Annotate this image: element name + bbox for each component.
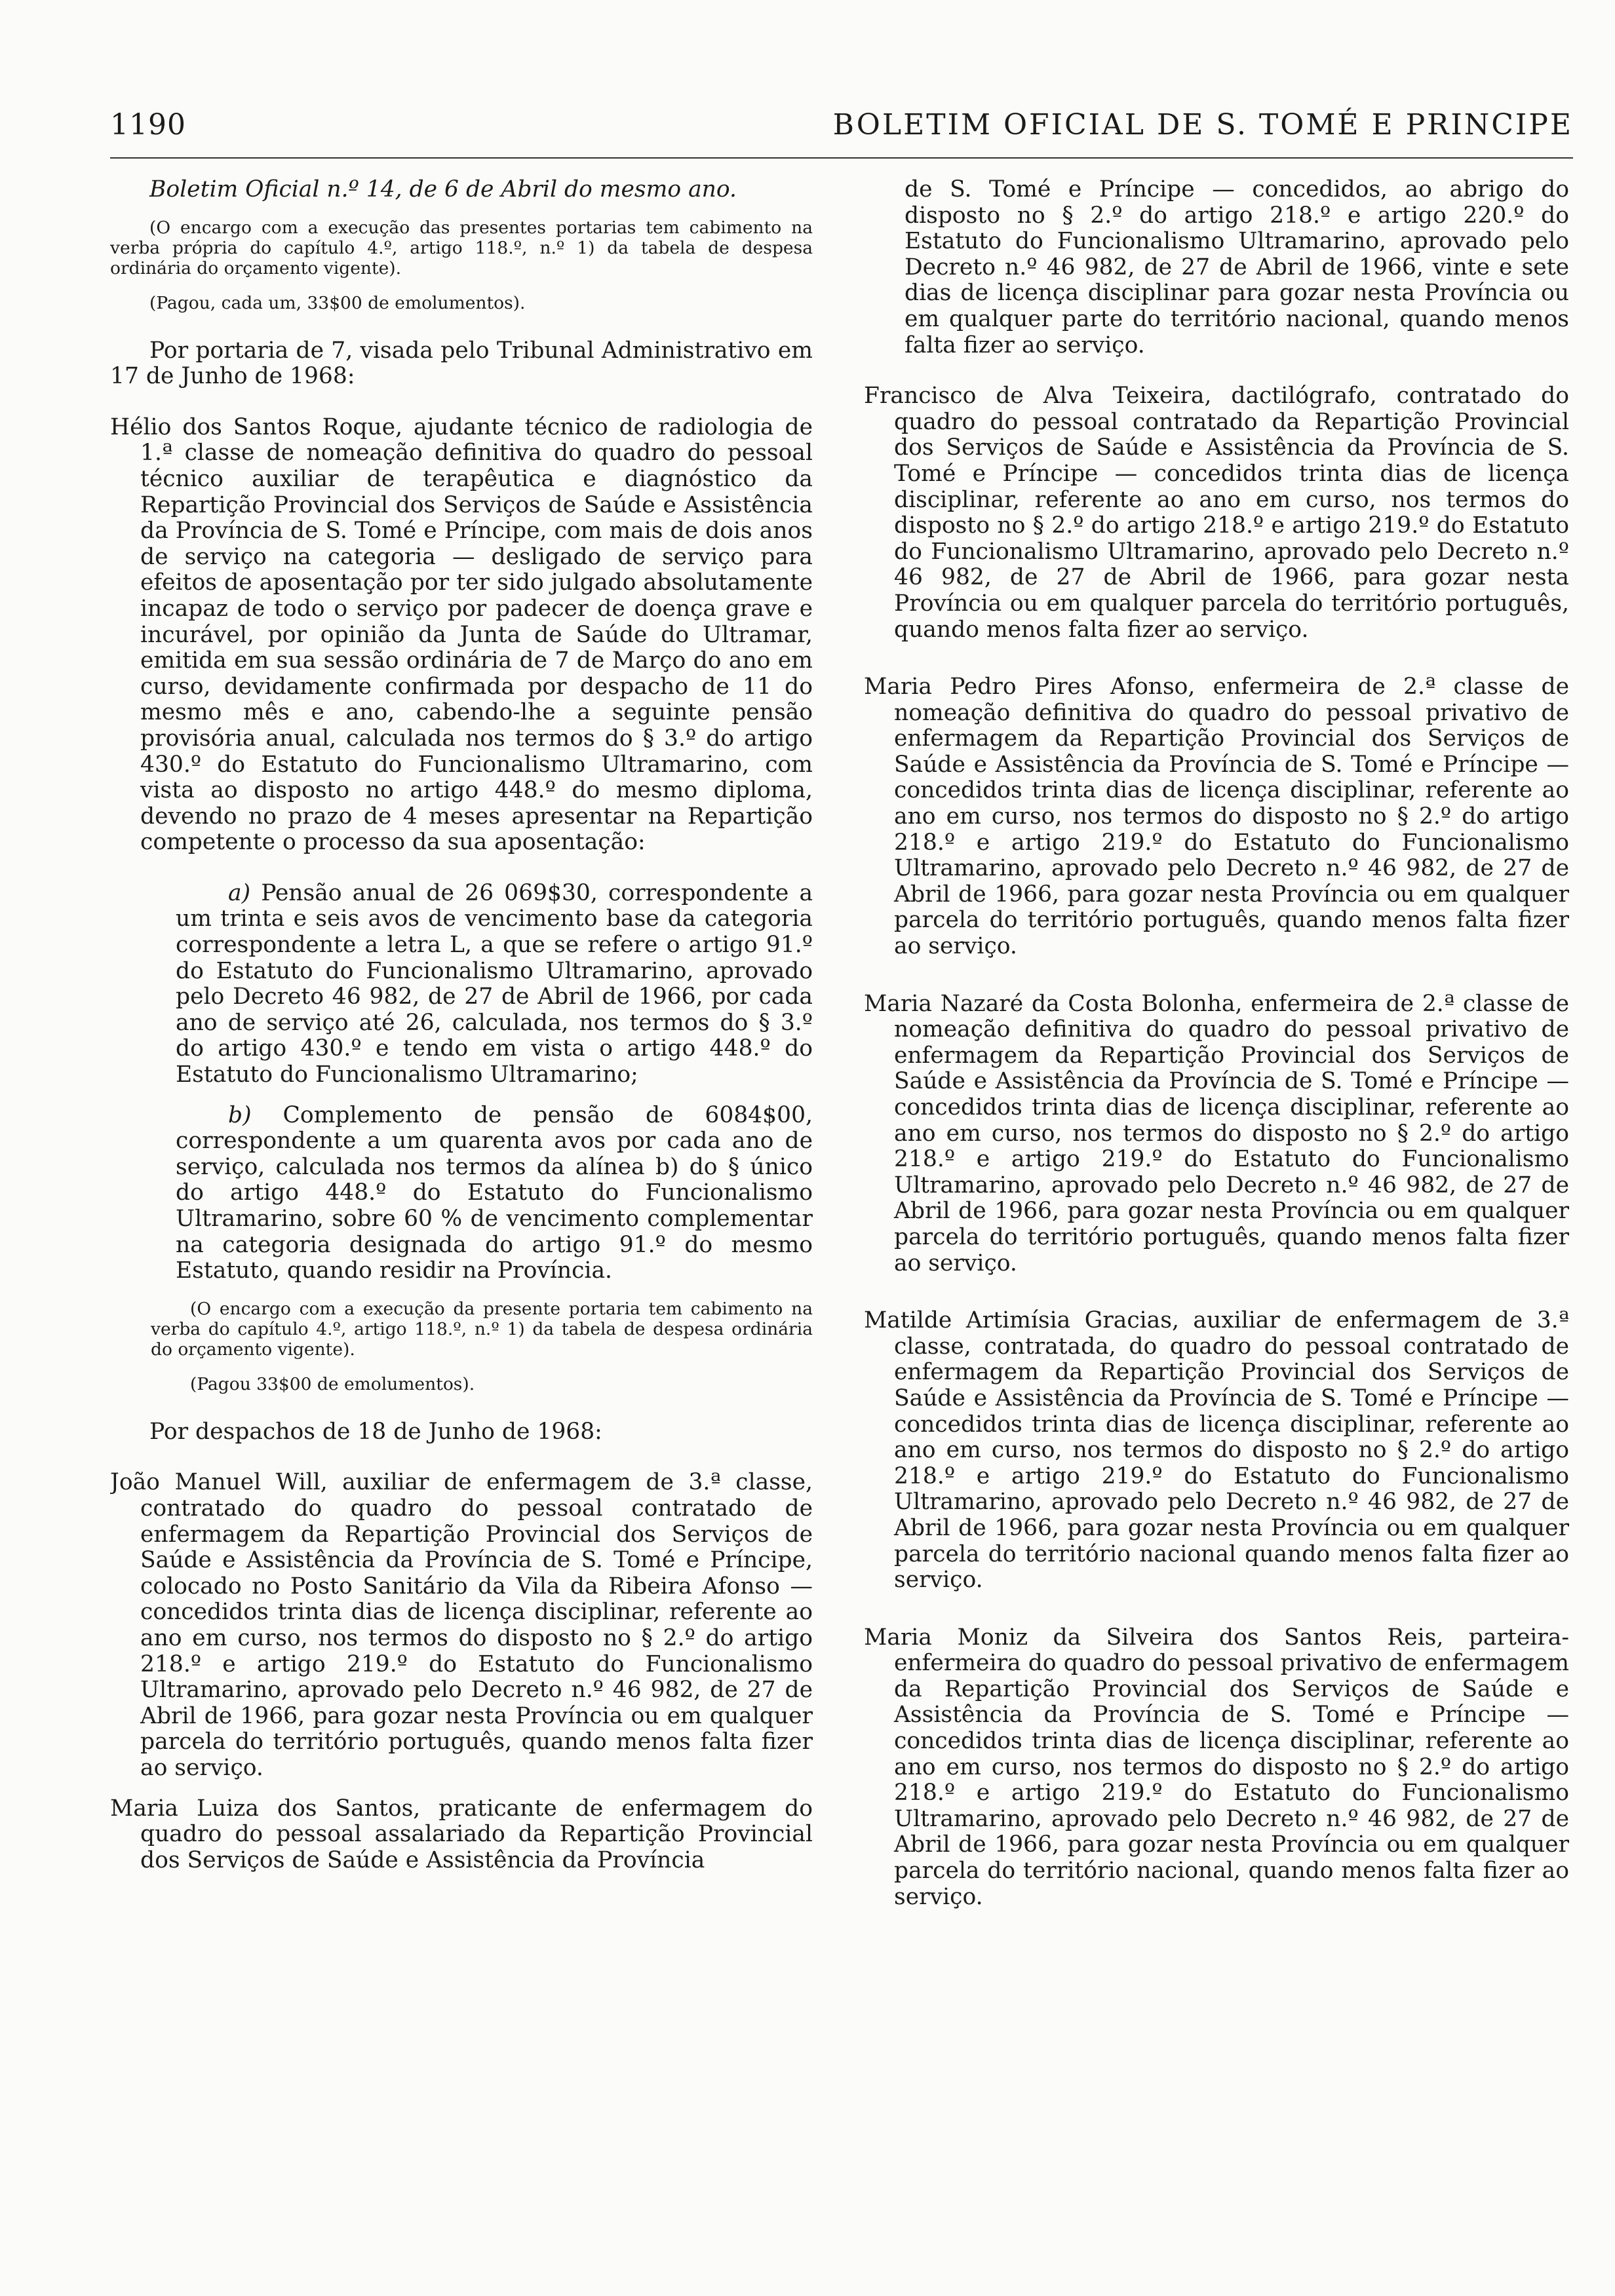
entry-luiza: Maria Luiza dos Santos, praticante de enfermagem do quadro do pessoal assalariado da Repartição Provincial dos Serviços de Saúde e Assistência da Província bbox=[110, 1795, 813, 1873]
entry-maria-moniz: Maria Moniz da Silveira dos Santos Reis, parteira-enfermeira do quadro do pessoal privativo de enfermagem da Repartição Provincial dos Serviços de Saúde e Assistência da Província de S. Tomé e Príncipe — concedidos trinta dias de licença disciplinar, referente ao ano em curso, nos termos do disposto no § 2.º do artigo 218.º e artigo 219.º do Estatuto do Funcionalismo Ultramarino, aprovado pelo Decreto n.º 46 982, de 27 de Abril de 1966, para gozar nesta Província ou em qualquer parcela do território nacional, quando menos falta fizer ao serviço. bbox=[864, 1624, 1569, 1910]
fee-note: (Pagou, cada um, 33$00 de emolumentos). bbox=[149, 292, 526, 313]
right-column bbox=[864, 177, 1569, 2287]
clause-a-label: a) bbox=[228, 879, 251, 906]
page-number: 1190 bbox=[110, 108, 186, 142]
reference-line: Boletim Oficial n.º 14, de 6 de Abril do mesmo ano. bbox=[149, 177, 737, 202]
entry-francisco: Francisco de Alva Teixeira, dactilógrafo, contratado do quadro do pessoal contratado da Repartição Provincial dos Serviços de Saúde e Assistência da Província de S. Tomé e Príncipe — concedidos trinta dias de licença disciplinar, referente ao ano em curso, nos termos do disposto no § 2.º do artigo 218.º e artigo 219.º do Estatuto do Funcionalismo Ultramarino, aprovado pelo Decreto n.º 46 982, de 27 de Abril de 1966, para gozar nesta Província ou em qualquer parcela do território português, quando menos falta fizer ao serviço. bbox=[864, 383, 1569, 643]
page-header bbox=[110, 108, 1573, 147]
clause-b-label: b) bbox=[228, 1101, 252, 1128]
clause-a bbox=[110, 881, 813, 1088]
header-rule bbox=[110, 157, 1573, 159]
entry-matilde: Matilde Artimísia Gracias, auxiliar de enfermagem de 3.ª classe, contratada, do quadro do pessoal contratado de enfermagem da Repartição Provincial dos Serviços de Saúde e Assistência da Província de S. Tomé e Príncipe — concedidos trinta dias de licença disciplinar, referente ao ano em curso, nos termos do disposto no § 2.º do artigo 218.º e artigo 219.º do Estatuto do Funcionalismo Ultramarino, aprovado pelo Decreto n.º 46 982, de 27 de Abril de 1966, para gozar nesta Província ou em qualquer parcela do território nacional quando menos falta fizer ao serviço. bbox=[864, 1307, 1569, 1594]
clause-b-text: Complemento de pensão de 6084$00, correspondente a um quarenta avos por cada ano de serviço, calculada nos termos da alínea b) do § único do artigo 448.º do Estatuto do Funcionalismo Ultramarino, sobre 60 % de vencimento complementar na categoria designada do artigo 91.º do mesmo Estatuto, quando residir na Província. bbox=[176, 1101, 813, 1284]
clause-b bbox=[110, 1103, 813, 1284]
fee-note-2: (Pagou 33$00 de emolumentos). bbox=[190, 1373, 475, 1394]
left-column bbox=[110, 177, 813, 2287]
entry-continuation: de S. Tomé e Príncipe — concedidos, ao abrigo do disposto no § 2.º do artigo 218.º e artigo 220.º do Estatuto do Funcionalismo Ultramarino, aprovado pelo Decreto n.º 46 982, de 27 de Abril de 1966, vinte e sete dias de licença disciplinar para gozar nesta Província ou em qualquer parte do território nacional, quando menos falta fizer ao serviço. bbox=[905, 177, 1569, 358]
cost-note-2: (O encargo com a execução da presente portaria tem cabimento na verba do capítulo 4.º, artigo 118.º, n.º 1) da tabela de despesa ordinária do orçamento vigente). bbox=[151, 1298, 813, 1360]
cost-note: (O encargo com a execução das presentes portarias tem cabimento na verba própria do capítulo 4.º, artigo 118.º, n.º 1) da tabela de despesa ordinária do orçamento vigente). bbox=[110, 217, 813, 278]
section-intro-2: Por despachos de 18 de Junho de 1968: bbox=[149, 1418, 602, 1445]
entry-maria-nazare: Maria Nazaré da Costa Bolonha, enfermeira de 2.ª classe de nomeação definitiva do quadro do pessoal privativo de enfermagem da Repartição Provincial dos Serviços de Saúde e Assistência da Província de S. Tomé e Príncipe — concedidos trinta dias de licença disciplinar, referente ao ano em curso, nos termos do disposto no § 2.º do artigo 218.º e artigo 219.º do Estatuto do Funcionalismo Ultramarino, aprovado pelo Decreto n.º 46 982, de 27 de Abril de 1966, para gozar nesta Província ou em qualquer parcela do território português, quando menos falta fizer ao serviço. bbox=[864, 990, 1569, 1276]
entry-joao: João Manuel Will, auxiliar de enfermagem de 3.ª classe, contratado do quadro do pessoal contratado de enfermagem da Repartição Provincial dos Serviços de Saúde e Assistência da Província de S. Tomé e Príncipe, colocado no Posto Sanitário da Vila da Ribeira Afonso — concedidos trinta dias de licença disciplinar, referente ao ano em curso, nos termos do disposto no § 2.º do artigo 218.º e artigo 219.º do Estatuto do Funcionalismo Ultramarino, aprovado pelo Decreto n.º 46 982, de 27 de Abril de 1966, para gozar nesta Província ou em qualquer parcela do território português, quando menos falta fizer ao serviço. bbox=[110, 1469, 813, 1781]
entry-maria-pedro: Maria Pedro Pires Afonso, enfermeira de 2.ª classe de nomeação definitiva do quadro do pessoal privativo de enfermagem da Repartição Provincial dos Serviços de Saúde e Assistência da Província de S. Tomé e Príncipe — concedidos trinta dias de licença disciplinar, referente ao ano em curso, nos termos do disposto no § 2.º do artigo 218.º e artigo 219.º do Estatuto do Funcionalismo Ultramarino, aprovado pelo Decreto n.º 46 982, de 27 de Abril de 1966, para gozar nesta Província ou em qualquer parcela do território português, quando menos falta fizer ao serviço. bbox=[864, 674, 1569, 960]
publication-title: BOLETIM OFICIAL DE S. TOMÉ E PRINCIPE bbox=[832, 108, 1573, 142]
clause-a-text: Pensão anual de 26 069$30, correspondente a um trinta e seis avos de vencimento base da categoria correspondente a letra L, a que se refere o artigo 91.º do Estatuto do Funcionalismo Ultramarino, aprovado pelo Decreto 46 982, de 27 de Abril de 1966, por cada ano de serviço até 26, calculada, nos termos do § 3.º do artigo 430.º e tendo em vista o artigo 448.º do Estatuto do Funcionalismo Ultramarino; bbox=[176, 879, 813, 1088]
section-intro: Por portaria de 7, visada pelo Tribunal Administrativo em 17 de Junho de 1968: bbox=[110, 337, 813, 390]
entry-helio: Hélio dos Santos Roque, ajudante técnico de radiologia de 1.ª classe de nomeação definitiva do quadro do pessoal técnico auxiliar de terapêutica e diagnóstico da Repartição Provincial dos Serviços de Saúde e Assistência da Província de S. Tomé e Príncipe, com mais de dois anos de serviço na categoria — desligado de serviço para efeitos de aposentação por ter sido julgado absolutamente incapaz de todo o serviço por padecer de doença grave e incurável, por opinião da Junta de Saúde do Ultramar, emitida em sua sessão ordinária de 7 de Março do ano em curso, devidamente confirmada por despacho de 11 do mesmo mês e ano, cabendo-lhe a seguinte pensão provisória anual, calculada nos termos do § 3.º do artigo 430.º do Estatuto do Funcionalismo Ultramarino, com vista ao disposto no artigo 448.º do mesmo diploma, devendo no prazo de 4 meses apresentar na Repartição competente o processo da sua aposentação: bbox=[110, 413, 813, 856]
